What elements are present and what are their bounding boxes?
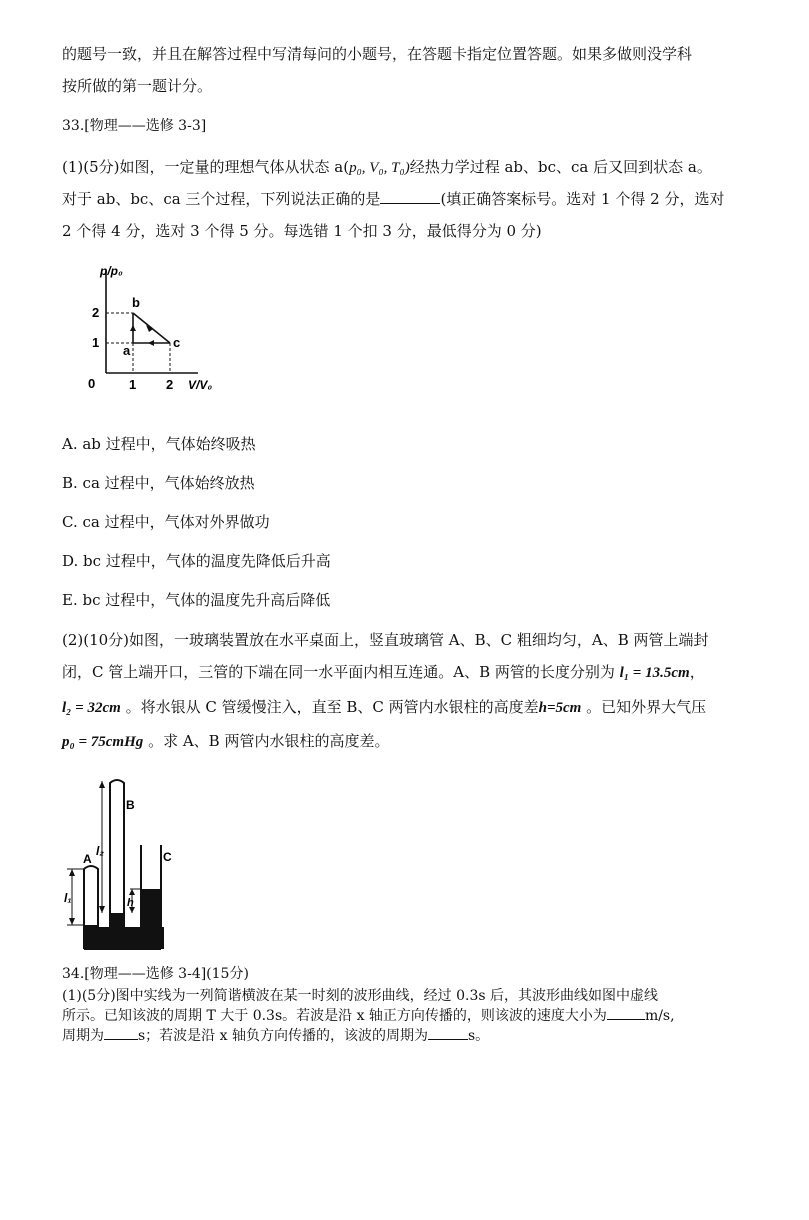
- answer-blank: [380, 203, 440, 204]
- option-e: E. bc 过程中，气体的温度先升高后降低: [62, 591, 331, 609]
- x-tick-1: 1: [129, 377, 137, 392]
- formula-l1: l₁ = 13.5cm: [619, 665, 690, 681]
- q33-part2-line4: [62, 731, 389, 752]
- option-c: C. ca 过程中，气体对外界做功: [62, 513, 270, 531]
- q33-part2-line3: [62, 697, 706, 718]
- formula-p0: p₀ = 75cmHg: [62, 734, 144, 750]
- q33-p1-text-a: (1)(5分)如图，一定量的理想气体从状态 a(: [62, 158, 350, 176]
- q33-title: 33.[物理——选修 3-3]: [62, 118, 207, 134]
- q33-part2-line1: (2)(10分)如图，一玻璃装置放在水平桌面上，竖直玻璃管 A、B、C 粗细均匀，A、B 两管上端封: [62, 631, 709, 649]
- q33-p2-text-c-end: 。已知外界大气压: [586, 698, 707, 716]
- q33-part2-line2: [62, 662, 705, 683]
- option-b: B. ca 过程中，气体始终放热: [62, 474, 255, 492]
- pv-graph: [78, 263, 238, 398]
- answer-blank-period-neg: [428, 1039, 468, 1040]
- intro-line-1: 的题号一致，并且在解答过程中写清每问的小题号，在答题卡指定位置答题。如果多做则没学科: [62, 45, 693, 63]
- x-tick-2: 2: [166, 377, 174, 392]
- option-a: A. ab 过程中，气体始终吸热: [62, 435, 256, 453]
- answer-blank-period-pos: [104, 1039, 138, 1040]
- q33-part1-line1: [62, 157, 712, 178]
- tube-a-label: A: [83, 852, 92, 866]
- x-axis-label: V/V₀: [188, 378, 213, 392]
- option-d: D. bc 过程中，气体的温度先降低后升高: [62, 552, 331, 570]
- dim-h-label: h: [127, 897, 134, 909]
- q33-p2-text-b: 闭，C 管上端开口，三管的下端在同一水平面内相互连通。A、B 两管的长度分别为: [62, 663, 615, 681]
- intro-line-2: 按所做的第一题计分。: [62, 77, 213, 95]
- q34-text-c-mid: s；若波是沿 x 轴负方向传播的，该波的周期为: [138, 1028, 428, 1044]
- q34-text-b: 所示。已知该波的周期 T 大于 0.3s。若波是沿 x 轴正方向传播的，则该波的速度大小为: [62, 1008, 607, 1024]
- q33-p2-text-d-end: 。求 A、B 两管内水银柱的高度差。: [148, 732, 390, 750]
- tube-b-label: B: [126, 798, 135, 812]
- q33-p1-text-b: 对于 ab、bc、ca 三个过程，下列说法正确的是: [62, 190, 381, 208]
- q34-title: 34.[物理——选修 3-4](15分): [62, 966, 249, 982]
- q33-p1-text-a-end: 经热力学过程 ab、bc、ca 后又回到状态 a。: [409, 158, 712, 176]
- q34-line1: (1)(5分)图中实线为一列简谐横波在某一时刻的波形曲线，经过 0.3s 后，其波形曲线如图中虚线: [62, 988, 659, 1004]
- q33-part1-line3: 2 个得 4 分，选对 3 个得 5 分。每选错 1 个扣 3 分，最低得分为 0 分): [62, 222, 542, 240]
- q34-text-b-end: m/s,: [644, 1008, 675, 1024]
- q34-text-c-end: s。: [467, 1028, 490, 1044]
- tube-diagram: [62, 775, 182, 960]
- q34-line3: [62, 1027, 489, 1045]
- dim-l1-label: l₁: [64, 891, 72, 905]
- q33-part1-line2: [62, 189, 724, 209]
- q33-p1-math-state: p₀, V₀, T₀): [349, 160, 410, 176]
- q34-line2: [62, 1007, 675, 1025]
- formula-l2: l₂ = 32cm: [62, 700, 121, 716]
- answer-blank-speed: [607, 1019, 645, 1020]
- point-c-label: c: [173, 335, 181, 350]
- q33-p1-text-b-end: (填正确答案标号。选对 1 个得 2 分，选对: [440, 190, 725, 208]
- tube-c-label: C: [163, 850, 172, 864]
- y-tick-2: 2: [92, 305, 100, 320]
- origin-label: 0: [88, 376, 96, 391]
- formula-h: h=5cm: [538, 700, 582, 716]
- dim-l2-label: l₂: [96, 844, 104, 858]
- q33-p2-text-b-end: ，: [689, 663, 705, 681]
- y-axis-label: p/p₀: [100, 264, 123, 278]
- point-a-label: a: [123, 343, 131, 358]
- q33-p2-text-c: 。将水银从 C 管缓慢注入，直至 B、C 两管内水银柱的高度差: [125, 698, 539, 716]
- point-b-label: b: [132, 295, 140, 310]
- q34-text-c-start: 周期为: [62, 1028, 104, 1044]
- y-tick-1: 1: [92, 335, 100, 350]
